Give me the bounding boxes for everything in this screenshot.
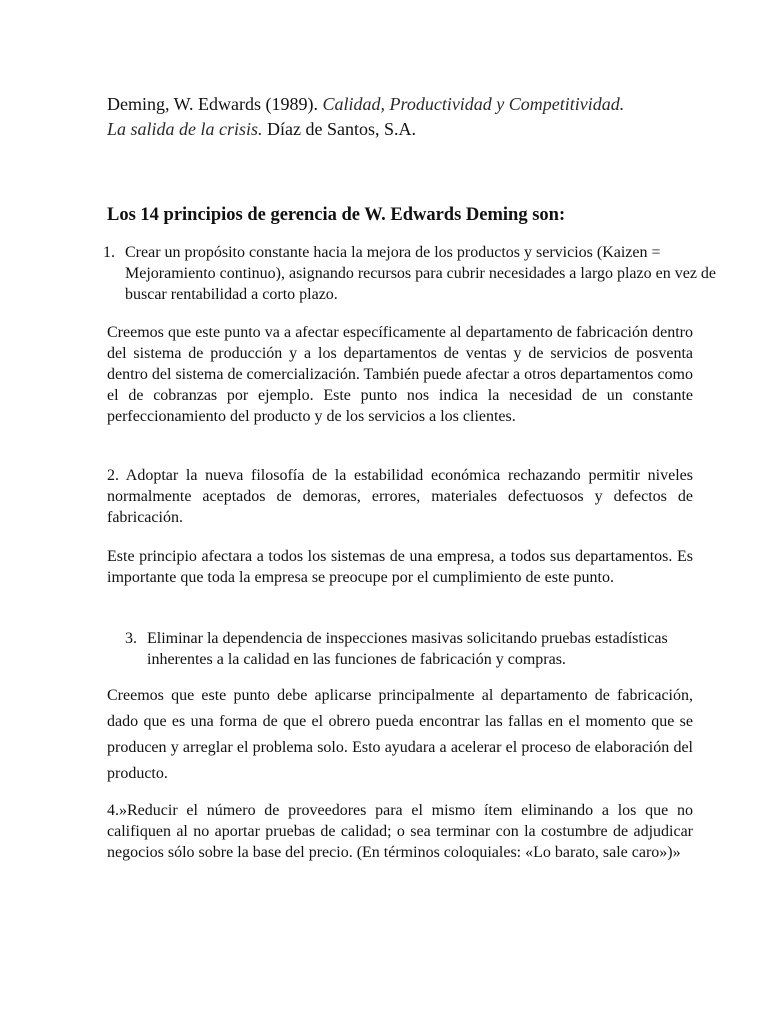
citation-publisher: Díaz de Santos, S.A. <box>267 119 416 139</box>
citation-author: Deming, W. Edwards (1989). <box>107 94 318 114</box>
commentary-paragraph-1: Creemos que este punto va a afectar específicamente al departamento de fabricación dentro del sistema de producción y a los departamentos de ventas y de servicios de posventa dentro del sistema de comercialización. También puede afectar a otros departamentos como el de cobranzas por ejemplo. Este punto nos indica la necesidad de un constante perfeccionamiento del producto y de los servicios a los clientes. <box>107 324 693 425</box>
principle-number-3: 3. <box>125 630 137 647</box>
citation-title-part-1: Calidad, Productividad y Competitividad. <box>322 94 625 114</box>
principle-text-3: Eliminar la dependencia de inspecciones masivas solicitando pruebas estadísticas inherentes a la calidad en las funciones de fabricación y compras. <box>147 630 668 668</box>
principle-item-1 <box>103 242 739 305</box>
commentary-paragraph-3: Creemos que este punto debe aplicarse principalmente al departamento de fabricación, dado que es una forma de que el obrero pueda encontrar las fallas en el momento que se producen y arreglar el problema solo. Esto ayudara a acelerar el proceso de elaboración del producto. <box>107 687 693 782</box>
citation <box>107 92 707 142</box>
citation-title-part-2: La salida de la crisis. <box>107 119 263 139</box>
principle-item-3 <box>125 628 737 670</box>
principle-item-2: 2. Adoptar la nueva filosofía de la estabilidad económica rechazando permitir niveles normalmente aceptados de demoras, errores, materiales defectuosos y defectos de fabricación. <box>107 467 693 526</box>
principle-number-1: 1. <box>103 244 115 261</box>
section-heading: Los 14 principios de gerencia de W. Edwards Deming son: <box>107 205 566 225</box>
principle-text-1: Crear un propósito constante hacia la mejora de los productos y servicios (Kaizen = Mejoramiento continuo), asignando recursos para cubrir necesidades a largo plazo en vez de buscar rentabilidad a corto plazo. <box>125 244 717 303</box>
principle-item-4: 4.»Reducir el número de proveedores para el mismo ítem eliminando a los que no califiquen al no aportar pruebas de calidad; o sea terminar con la costumbre de adjudicar negocios sólo sobre la base del precio. (En términos coloquiales: «Lo barato, sale caro»)» <box>107 802 693 861</box>
commentary-paragraph-2: Este principio afectara a todos los sistemas de una empresa, a todos sus departamentos. Es importante que toda la empresa se preocupe por el cumplimiento de este punto. <box>107 548 693 586</box>
